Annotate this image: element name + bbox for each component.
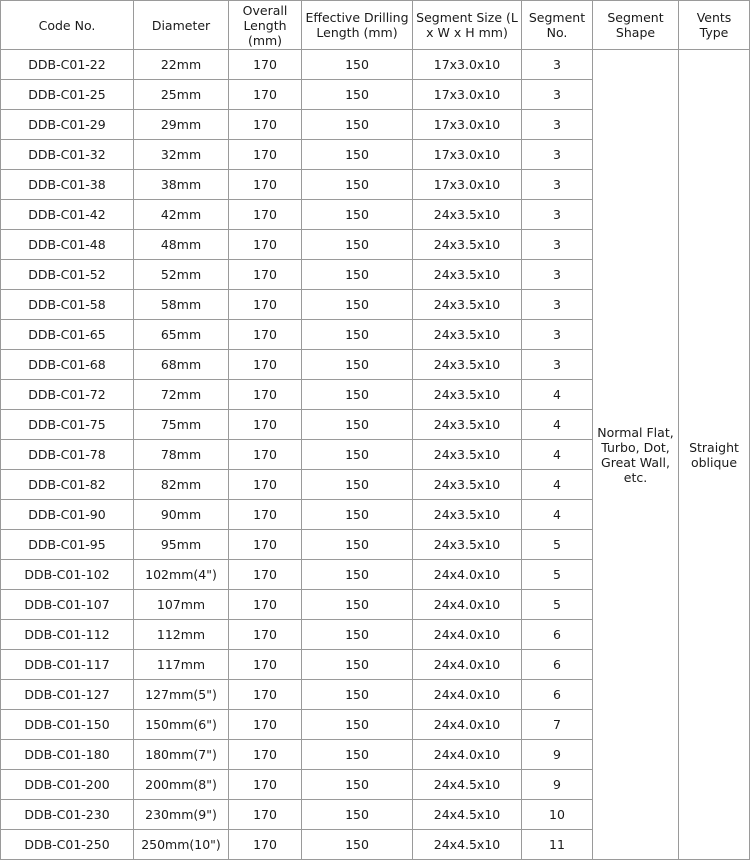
cell-code: DDB-C01-180 [1,740,134,770]
cell-overall-length: 170 [229,410,302,440]
cell-segment-no: 5 [522,560,593,590]
cell-segment-no: 5 [522,590,593,620]
cell-vents-type: Straight oblique [679,50,750,860]
cell-overall-length: 170 [229,80,302,110]
cell-diameter: 200mm(8") [134,770,229,800]
cell-effective-length: 150 [302,770,413,800]
cell-segment-size: 24x4.0x10 [413,620,522,650]
cell-diameter: 82mm [134,470,229,500]
cell-segment-size: 24x3.5x10 [413,230,522,260]
cell-overall-length: 170 [229,830,302,860]
cell-effective-length: 150 [302,500,413,530]
cell-effective-length: 150 [302,170,413,200]
cell-segment-size: 24x4.0x10 [413,680,522,710]
cell-overall-length: 170 [229,470,302,500]
header-segment-shape: Segment Shape [593,1,679,50]
cell-overall-length: 170 [229,110,302,140]
cell-effective-length: 150 [302,680,413,710]
cell-overall-length: 170 [229,800,302,830]
cell-segment-no: 4 [522,380,593,410]
header-effective-length: Effective Drilling Length (mm) [302,1,413,50]
cell-overall-length: 170 [229,380,302,410]
cell-diameter: 22mm [134,50,229,80]
cell-segment-no: 3 [522,50,593,80]
cell-effective-length: 150 [302,320,413,350]
cell-overall-length: 170 [229,500,302,530]
cell-code: DDB-C01-117 [1,650,134,680]
cell-effective-length: 150 [302,290,413,320]
cell-diameter: 48mm [134,230,229,260]
cell-code: DDB-C01-82 [1,470,134,500]
cell-effective-length: 150 [302,650,413,680]
cell-code: DDB-C01-107 [1,590,134,620]
cell-segment-no: 4 [522,440,593,470]
header-row [1,1,750,50]
cell-segment-no: 9 [522,740,593,770]
cell-segment-size: 24x3.5x10 [413,200,522,230]
cell-diameter: 180mm(7") [134,740,229,770]
table-body [1,50,750,860]
cell-overall-length: 170 [229,560,302,590]
cell-code: DDB-C01-25 [1,80,134,110]
cell-segment-no: 3 [522,350,593,380]
cell-code: DDB-C01-95 [1,530,134,560]
cell-effective-length: 150 [302,410,413,440]
cell-segment-size: 24x4.0x10 [413,710,522,740]
cell-overall-length: 170 [229,50,302,80]
cell-segment-size: 17x3.0x10 [413,50,522,80]
cell-segment-no: 3 [522,200,593,230]
cell-segment-size: 24x4.5x10 [413,830,522,860]
cell-code: DDB-C01-68 [1,350,134,380]
cell-diameter: 75mm [134,410,229,440]
cell-diameter: 72mm [134,380,229,410]
cell-overall-length: 170 [229,170,302,200]
header-vents-type: Vents Type [679,1,750,50]
cell-code: DDB-C01-150 [1,710,134,740]
cell-effective-length: 150 [302,830,413,860]
cell-overall-length: 170 [229,590,302,620]
cell-overall-length: 170 [229,200,302,230]
cell-diameter: 42mm [134,200,229,230]
cell-segment-no: 3 [522,290,593,320]
cell-segment-no: 6 [522,650,593,680]
cell-effective-length: 150 [302,800,413,830]
cell-code: DDB-C01-48 [1,230,134,260]
cell-code: DDB-C01-230 [1,800,134,830]
cell-code: DDB-C01-32 [1,140,134,170]
cell-overall-length: 170 [229,440,302,470]
cell-diameter: 150mm(6") [134,710,229,740]
cell-diameter: 230mm(9") [134,800,229,830]
cell-segment-no: 11 [522,830,593,860]
cell-diameter: 112mm [134,620,229,650]
cell-segment-no: 3 [522,230,593,260]
cell-segment-size: 24x4.0x10 [413,560,522,590]
cell-diameter: 250mm(10") [134,830,229,860]
cell-effective-length: 150 [302,50,413,80]
cell-segment-size: 17x3.0x10 [413,110,522,140]
header-code: Code No. [1,1,134,50]
cell-segment-no: 7 [522,710,593,740]
header-segment-no: Segment No. [522,1,593,50]
header-diameter: Diameter [134,1,229,50]
cell-segment-size: 24x4.5x10 [413,770,522,800]
cell-code: DDB-C01-112 [1,620,134,650]
cell-overall-length: 170 [229,650,302,680]
cell-effective-length: 150 [302,260,413,290]
cell-segment-size: 24x3.5x10 [413,320,522,350]
cell-segment-size: 24x3.5x10 [413,410,522,440]
cell-segment-size: 24x4.0x10 [413,650,522,680]
cell-diameter: 58mm [134,290,229,320]
cell-segment-no: 4 [522,410,593,440]
table-row [1,50,750,80]
cell-effective-length: 150 [302,620,413,650]
cell-diameter: 95mm [134,530,229,560]
cell-overall-length: 170 [229,350,302,380]
cell-segment-size: 17x3.0x10 [413,80,522,110]
cell-effective-length: 150 [302,710,413,740]
cell-overall-length: 170 [229,260,302,290]
cell-segment-no: 3 [522,140,593,170]
cell-effective-length: 150 [302,590,413,620]
cell-segment-size: 24x3.5x10 [413,380,522,410]
cell-segment-no: 6 [522,620,593,650]
cell-overall-length: 170 [229,710,302,740]
cell-diameter: 127mm(5") [134,680,229,710]
cell-effective-length: 150 [302,140,413,170]
cell-effective-length: 150 [302,350,413,380]
cell-overall-length: 170 [229,230,302,260]
cell-segment-size: 24x3.5x10 [413,530,522,560]
table-header [1,1,750,50]
cell-code: DDB-C01-52 [1,260,134,290]
cell-code: DDB-C01-90 [1,500,134,530]
cell-effective-length: 150 [302,110,413,140]
cell-segment-size: 24x3.5x10 [413,350,522,380]
cell-diameter: 32mm [134,140,229,170]
cell-segment-no: 9 [522,770,593,800]
cell-segment-size: 24x3.5x10 [413,440,522,470]
cell-effective-length: 150 [302,530,413,560]
cell-code: DDB-C01-65 [1,320,134,350]
cell-overall-length: 170 [229,770,302,800]
cell-diameter: 38mm [134,170,229,200]
cell-effective-length: 150 [302,200,413,230]
cell-diameter: 117mm [134,650,229,680]
cell-overall-length: 170 [229,290,302,320]
cell-diameter: 78mm [134,440,229,470]
cell-code: DDB-C01-78 [1,440,134,470]
cell-segment-size: 24x3.5x10 [413,470,522,500]
cell-code: DDB-C01-22 [1,50,134,80]
cell-code: DDB-C01-72 [1,380,134,410]
cell-segment-size: 24x4.0x10 [413,740,522,770]
cell-diameter: 68mm [134,350,229,380]
cell-diameter: 52mm [134,260,229,290]
cell-effective-length: 150 [302,740,413,770]
cell-overall-length: 170 [229,620,302,650]
cell-segment-no: 4 [522,500,593,530]
cell-segment-no: 3 [522,170,593,200]
cell-segment-size: 17x3.0x10 [413,140,522,170]
cell-code: DDB-C01-38 [1,170,134,200]
cell-diameter: 25mm [134,80,229,110]
cell-overall-length: 170 [229,530,302,560]
cell-diameter: 65mm [134,320,229,350]
cell-code: DDB-C01-250 [1,830,134,860]
cell-effective-length: 150 [302,560,413,590]
cell-segment-size: 24x3.5x10 [413,500,522,530]
cell-effective-length: 150 [302,470,413,500]
cell-overall-length: 170 [229,740,302,770]
cell-segment-no: 10 [522,800,593,830]
cell-code: DDB-C01-102 [1,560,134,590]
cell-segment-no: 3 [522,260,593,290]
cell-segment-no: 3 [522,110,593,140]
cell-segment-size: 24x3.5x10 [413,290,522,320]
cell-code: DDB-C01-58 [1,290,134,320]
cell-diameter: 102mm(4") [134,560,229,590]
cell-code: DDB-C01-29 [1,110,134,140]
cell-diameter: 29mm [134,110,229,140]
cell-segment-size: 24x4.5x10 [413,800,522,830]
cell-segment-no: 5 [522,530,593,560]
cell-code: DDB-C01-42 [1,200,134,230]
cell-diameter: 107mm [134,590,229,620]
cell-code: DDB-C01-200 [1,770,134,800]
cell-overall-length: 170 [229,320,302,350]
cell-segment-no: 6 [522,680,593,710]
cell-code: DDB-C01-127 [1,680,134,710]
cell-segment-size: 24x4.0x10 [413,590,522,620]
cell-segment-size: 17x3.0x10 [413,170,522,200]
cell-overall-length: 170 [229,140,302,170]
cell-code: DDB-C01-75 [1,410,134,440]
cell-effective-length: 150 [302,80,413,110]
cell-effective-length: 150 [302,440,413,470]
cell-segment-size: 24x3.5x10 [413,260,522,290]
cell-segment-no: 4 [522,470,593,500]
cell-effective-length: 150 [302,380,413,410]
cell-segment-shape: Normal Flat, Turbo, Dot, Great Wall, etc. [593,50,679,860]
cell-segment-no: 3 [522,320,593,350]
cell-diameter: 90mm [134,500,229,530]
cell-segment-no: 3 [522,80,593,110]
cell-overall-length: 170 [229,680,302,710]
cell-effective-length: 150 [302,230,413,260]
header-overall-length: Overall Length (mm) [229,1,302,50]
header-segment-size: Segment Size (L x W x H mm) [413,1,522,50]
